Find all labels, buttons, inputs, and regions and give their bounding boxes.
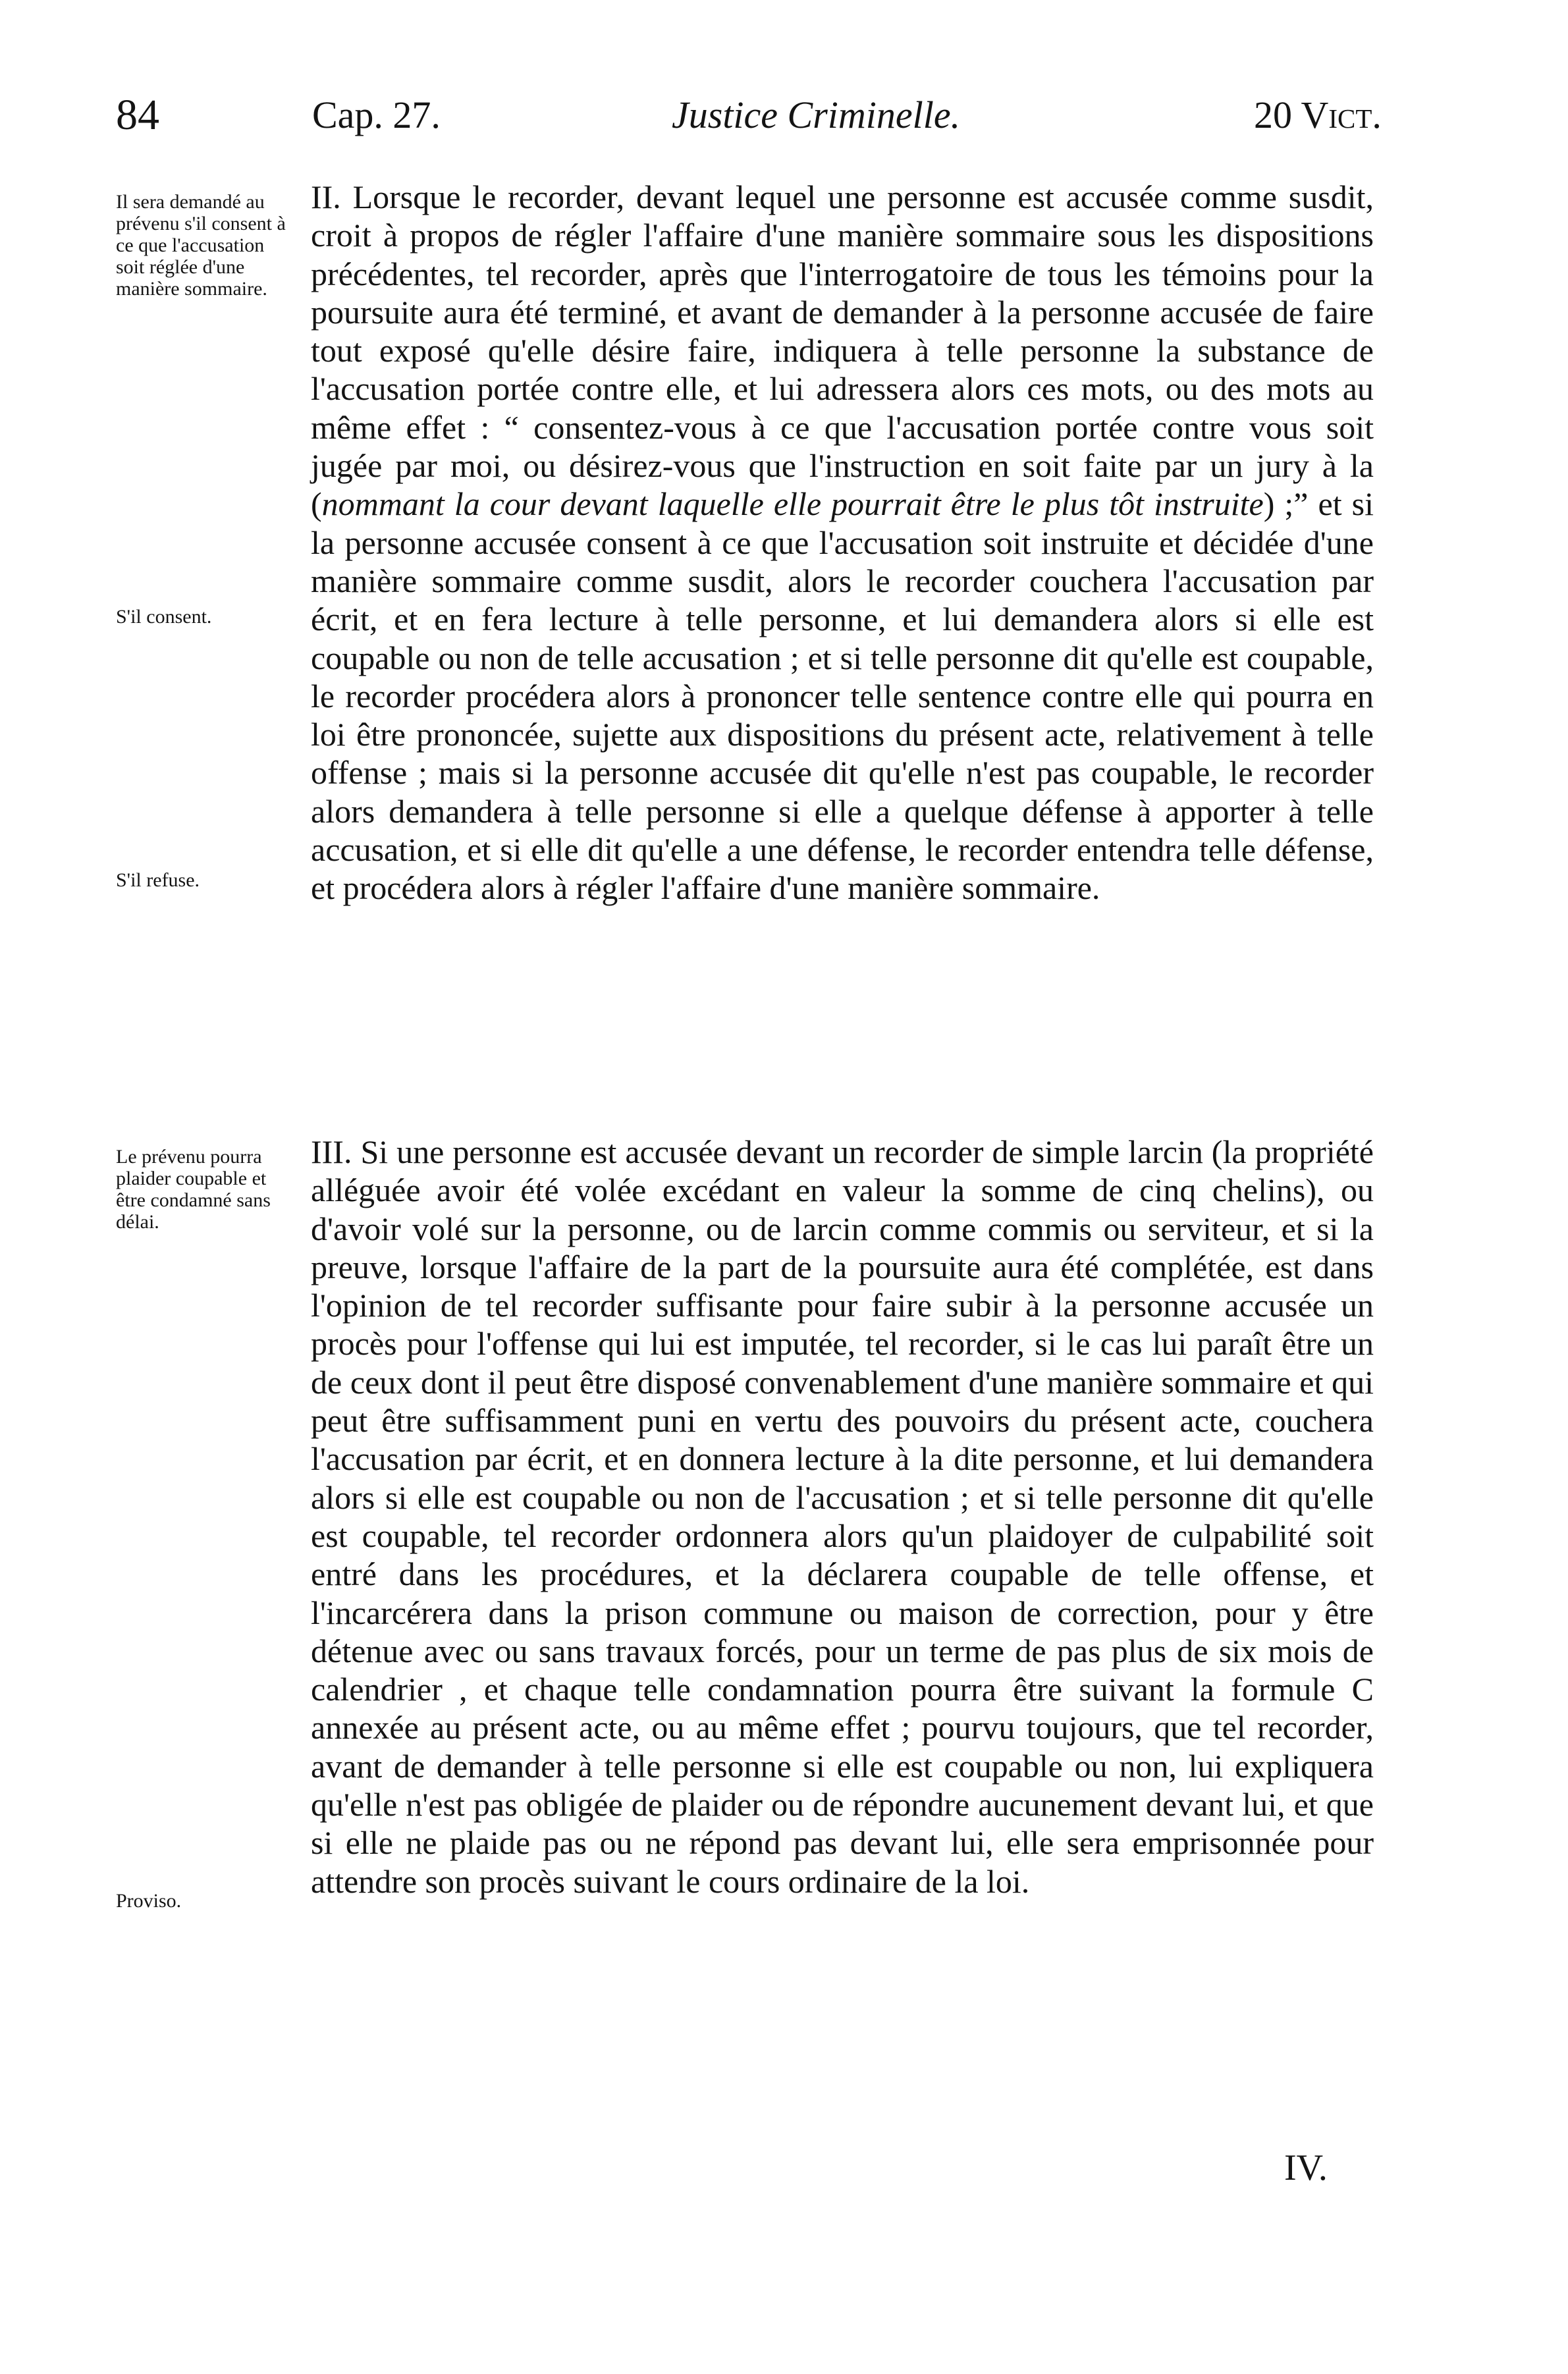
- margin-note-consent: S'il consent.: [116, 606, 212, 628]
- chapter-label: Cap. 27.: [312, 94, 441, 136]
- section-2-italic-text: nommant la cour devant laquelle elle pourrait être le plus tôt instruite: [321, 485, 1264, 523]
- section-2-number: II.: [311, 178, 341, 215]
- margin-note-proviso: Proviso.: [116, 1890, 182, 1912]
- section-2-paragraph: [311, 178, 1374, 907]
- running-title: Justice Criminelle.: [672, 94, 961, 136]
- margin-note-summary: Il sera demandé au prévenu s'il consent à ce que l'accusation soit réglée d'une manière sommaire.: [116, 191, 286, 300]
- margin-note-refuse: S'il refuse.: [116, 869, 200, 891]
- section-2-text-start: Lorsque le recorder, devant lequel une personne est accusée comme susdit, croit à propos de régler l'affaire d'une manière sommaire sous les dispositions précédentes, tel recorder, après que l'interrogatoire de tous les témoins pour la poursuite aura été terminé, et avant de demander à la personne accusée de faire tout exposé qu'elle désire faire, indiquera à telle personne la substance de l'accusation portée contre elle, et lui adressera alors ces mots, ou des mots au même effet : “ consentez-vous à ce que l'accusation portée contre vous soit jugée par moi, ou désirez-vous que l'instruction en soit faite par un jury à la (: [311, 178, 1374, 523]
- catchword: IV.: [1284, 2147, 1328, 2188]
- section-3-text: Si une personne est accusée devant un recorder de simple larcin (la propriété alléguée avoir été volée excédant en valeur la somme de cinq chelins), ou d'avoir volé sur la personne, ou de larcin comme commis ou serviteur, et si la preuve, lorsque l'affaire de la part de la poursuite aura été complétée, est dans l'opinion de tel recorder suffisante pour faire subir à la personne accusée un procès pour l'offense qui lui est imputée, tel recorder, si le cas lui paraît être un de ceux dont il peut être disposé convenablement d'une manière sommaire et qui peut être suffisamment puni en vertu des pouvoirs du présent acte, couchera l'accusation par écrit, et en donnera lecture à la dite personne, et lui demandera alors si elle est coupable ou non de l'accusation ; et si telle personne dit qu'elle est coupable, tel recorder ordonnera alors qu'un plaidoyer de culpabilité soit entré dans les procédures, et la déclarera coupable de telle offense, et l'incarcérera dans la prison commune ou maison de correction, pour y être détenue avec ou sans travaux forcés, pour un terme de pas plus de six mois de calendrier , et chaque telle condamnation pourra être suivant la formule C annexée au présent acte, ou au même effet ; pourvu toujours, que tel recorder, avant de demander à telle personne si elle est coupable ou non, lui expliquera qu'elle n'est pas obligée de plaider ou de répondre aucunement devant lui, et que si elle ne plaide pas ou ne répond pas devant lui, elle sera emprisonnée pour attendre son procès suivant le cours ordinaire de la loi.: [311, 1133, 1374, 1900]
- regnal-year: 20 Vict.: [1254, 94, 1382, 136]
- margin-note-plead-guilty: Le prévenu pourra plaider coupable et être condamné sans délai.: [116, 1146, 271, 1233]
- page-number: 84: [116, 91, 159, 139]
- section-3-paragraph: [311, 1133, 1374, 1901]
- section-2-text-end: ) ;” et si la personne accusée consent à ce que l'accusation soit instruite et décidée d'une manière sommaire comme susdit, alors le recorder couchera l'accusation par écrit, et en fera lecture à telle personne, et lui demandera alors si elle est coupable ou non de telle accusation ; et si telle personne dit qu'elle est coupable, le recorder procédera alors à prononcer telle sentence contre elle qui pourra en loi être prononcée, sujette aux dispositions du présent acte, relativement à telle offense ; mais si la personne accusée dit qu'elle n'est pas coupable, le recorder alors demandera à telle personne si elle a quelque défense à apporter à telle accusation, et si elle dit qu'elle a une défense, le recorder entendra telle défense, et procédera alors à régler l'affaire d'une manière sommaire.: [311, 485, 1374, 907]
- section-3-number: III.: [311, 1133, 352, 1170]
